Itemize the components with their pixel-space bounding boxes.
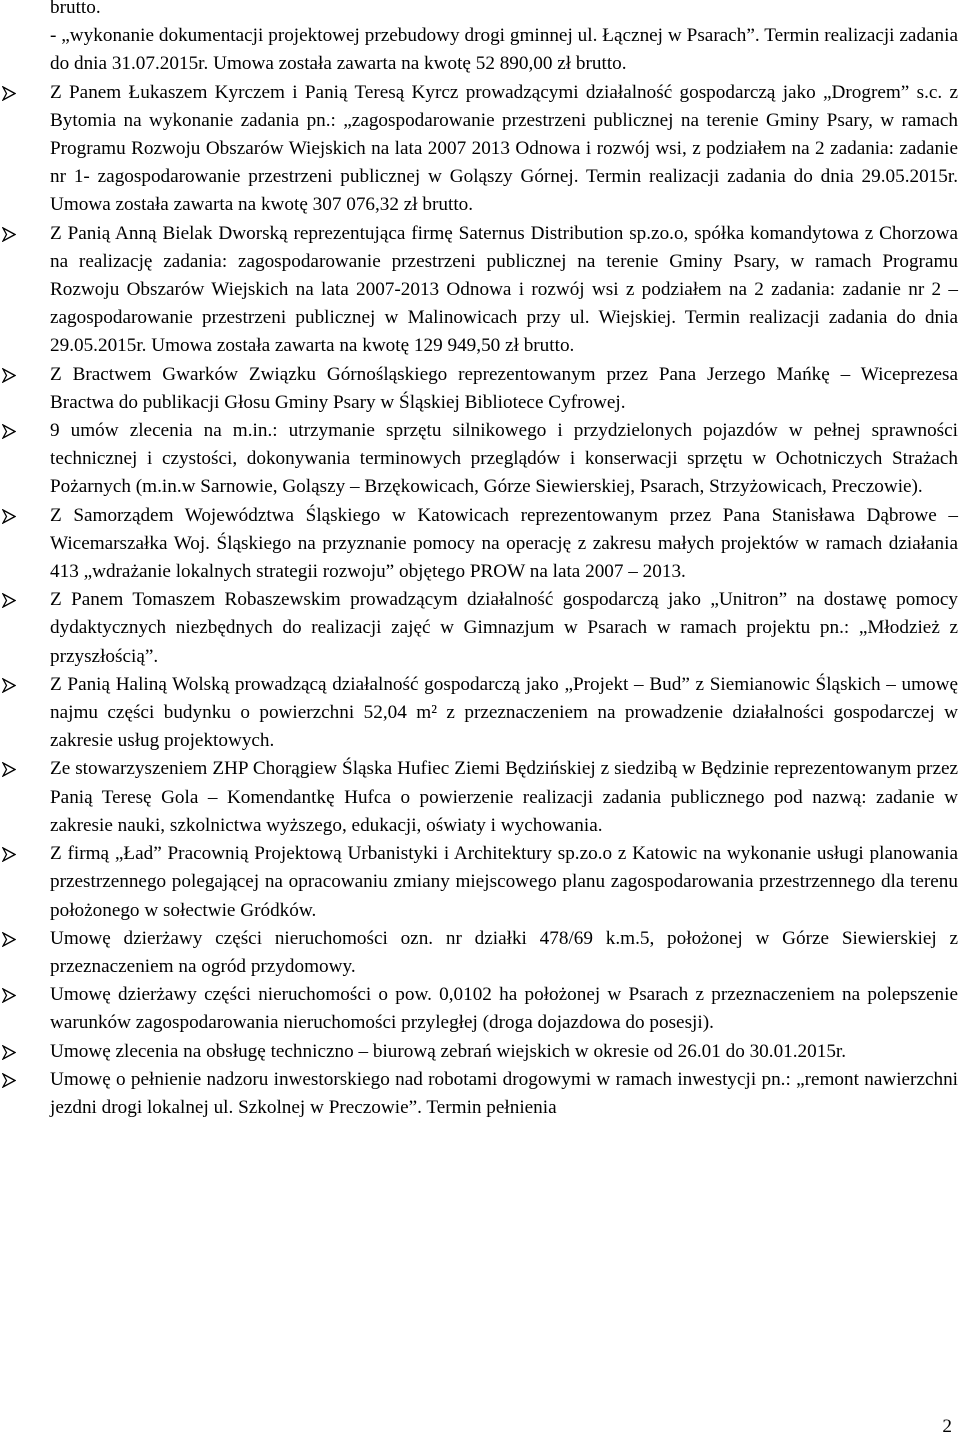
list-item xyxy=(0,755,958,840)
list-item xyxy=(0,671,958,756)
list-item xyxy=(0,417,958,502)
list-item-text: 9 umów zlecenia na m.in.: utrzymanie sprzętu silnikowego i przydzielonych pojazdów w pełnej sprawności technicznej i czystości, dokonywania terminowych przeglądów i konserwacji sprzętu w Ochotniczych Strażach Pożarnych (m.in.w Sarnowie, Goląszy – Brzękowicach, Górze Siewierskiej, Psarach, Strzyżowicach, Preczowie). xyxy=(50,420,958,498)
list-item xyxy=(0,502,958,587)
list-item xyxy=(0,981,958,1037)
list-item-text: Z firmą „Ład” Pracownią Projektową Urbanistyki i Architektury sp.zo.o z Katowic na wykonanie usługi planowania przestrzennego polegającej na opracowaniu zmiany miejscowego planu zagospodarowania przestrzennego dla terenu położonego w sołectwie Gródków. xyxy=(50,843,958,921)
list-item xyxy=(0,1066,958,1122)
list-item-text: Umowę dzierżawy części nieruchomości o pow. 0,0102 ha położonej w Psarach z przeznaczeniem na polepszenie warunków zagospodarowania nieruchomości przyległej (droga dojazdowa do posesji). xyxy=(50,984,958,1034)
arrowhead-bullet-icon xyxy=(2,988,16,1003)
page-number: 2 xyxy=(942,1416,952,1437)
list-item-text: Z Panem Tomaszem Robaszewskim prowadzącym działalność gospodarczą jako „Unitron” na dostawę pomocy dydaktycznych niezbędnych do realizacji zajęć w Gimnazjum w Psarach w ramach projektu pn.: „Młodzież z przyszłością”. xyxy=(50,589,958,667)
list-item-text: Umowę zlecenia na obsługę techniczno – biurową zebrań wiejskich w okresie od 26.01 do 30.01.2015r. xyxy=(50,1040,847,1062)
list-item xyxy=(0,586,958,671)
list-item xyxy=(0,79,958,220)
arrowhead-bullet-icon xyxy=(2,847,16,862)
list-item xyxy=(0,840,958,925)
arrowhead-bullet-icon xyxy=(2,424,16,439)
list-item xyxy=(0,361,958,417)
list-item xyxy=(0,1038,958,1066)
agreement-list xyxy=(0,79,960,1123)
list-item-text: Umowę o pełnienie nadzoru inwestorskiego nad robotami drogowymi w ramach inwestycji pn.: „remont nawierzchni jezdni drogi lokalnej ul. Szkolnej w Preczowie”. Termin pełnienia xyxy=(50,1068,958,1118)
continuation-text: brutto. xyxy=(50,0,101,18)
list-item-text: Umowę dzierżawy części nieruchomości ozn. nr działki 478/69 k.m.5, położonej w Górze Siewierskiej z przeznaczeniem na ogród przydomowy. xyxy=(50,927,958,977)
arrowhead-bullet-icon xyxy=(2,1045,16,1060)
arrowhead-bullet-icon xyxy=(2,932,16,947)
list-item-text: Z Panią Anną Bielak Dworską reprezentująca firmę Saternus Distribution sp.zo.o, spółka komandytowa z Chorzowa na realizację zadania: zagospodarowanie przestrzeni publicznej na terenie Gminy Psary, w ramach Programu Rozwoju Obszarów Wiejskich na lata 2007-2013 Odnowa i rozwój wsi z podziałem na 2 zadania: zadanie nr 2 – zagospodarowanie przestrzeni publicznej w Malinowicach przy ul. Wiejskiej. Termin realizacji zadania do dnia 29.05.2015r. Umowa została zawarta na kwotę 129 949,50 zł brutto. xyxy=(50,222,958,357)
arrowhead-bullet-icon xyxy=(2,86,16,101)
arrowhead-bullet-icon xyxy=(2,509,16,524)
list-item-text: Ze stowarzyszeniem ZHP Chorągiew Śląska Hufiec Ziemi Będzińskiej z siedzibą w Będzinie reprezentowanym przez Panią Teresę Gola – Komendantkę Hufca o powierzenie realizacji zadania publicznego pod nazwą: zadanie w zakresie nauki, szkolnictwa wyższego, edukacji, oświaty i wychowania. xyxy=(50,758,958,836)
arrowhead-bullet-icon xyxy=(2,678,16,693)
list-item-text: Z Samorządem Województwa Śląskiego w Katowicach reprezentowanym przez Pana Stanisława Dąbrowe – Wicemarszałka Woj. Śląskiego na przyznanie pomocy na operację z zakresu małych projektów w ramach działania 413 „wdrażanie lokalnych strategii rozwoju” objętego PROW na lata 2007 – 2013. xyxy=(50,504,958,583)
arrowhead-bullet-icon xyxy=(2,762,16,777)
arrowhead-bullet-icon xyxy=(2,368,16,383)
list-item xyxy=(0,925,958,981)
arrowhead-bullet-icon xyxy=(2,593,16,608)
arrowhead-bullet-icon xyxy=(2,1073,16,1088)
list-item-text: Z Panem Łukaszem Kyrczem i Panią Teresą Kyrcz prowadzącymi działalność gospodarczą jako „Drogrem” s.c. z Bytomia na wykonanie zadania pn.: „zagospodarowanie przestrzeni publicznej na terenie Gminy Psary, w ramach Programu Rozwoju Obszarów Wiejskich na lata 2007 2013 Odnowa i rozwój wsi, z podziałem na 2 zadania: zadanie nr 1- zagospodarowanie przestrzeni publicznej w Goląszy Górnej. Termin realizacji zadania do dnia 29.05.2015r. Umowa została zawarta na kwotę 307 076,32 zł brutto. xyxy=(50,81,958,216)
arrowhead-bullet-icon xyxy=(2,227,16,242)
list-item-text: Z Bractwem Gwarków Związku Górnośląskiego reprezentowanym przez Pana Jerzego Mańkę – Wiceprezesa Bractwa do publikacji Głosu Gminy Psary w Śląskiej Bibliotece Cyfrowej. xyxy=(50,363,958,413)
continuation-text: - „wykonanie dokumentacji projektowej przebudowy drogi gminnej ul. Łącznej w Psarach”. Termin realizacji zadania do dnia 31.07.2015r. Umowa została zawarta na kwotę 52 890,00 zł brutto. xyxy=(50,25,958,75)
list-item-text: Z Panią Haliną Wolską prowadzącą działalność gospodarczą jako „Projekt – Bud” z Siemianowic Śląskich – umowę najmu części budynku o powierzchni 52,04 m² z przeznaczeniem na prowadzenie działalności gospodarczej w zakresie usług projektowych. xyxy=(50,673,958,752)
list-item xyxy=(0,220,958,361)
